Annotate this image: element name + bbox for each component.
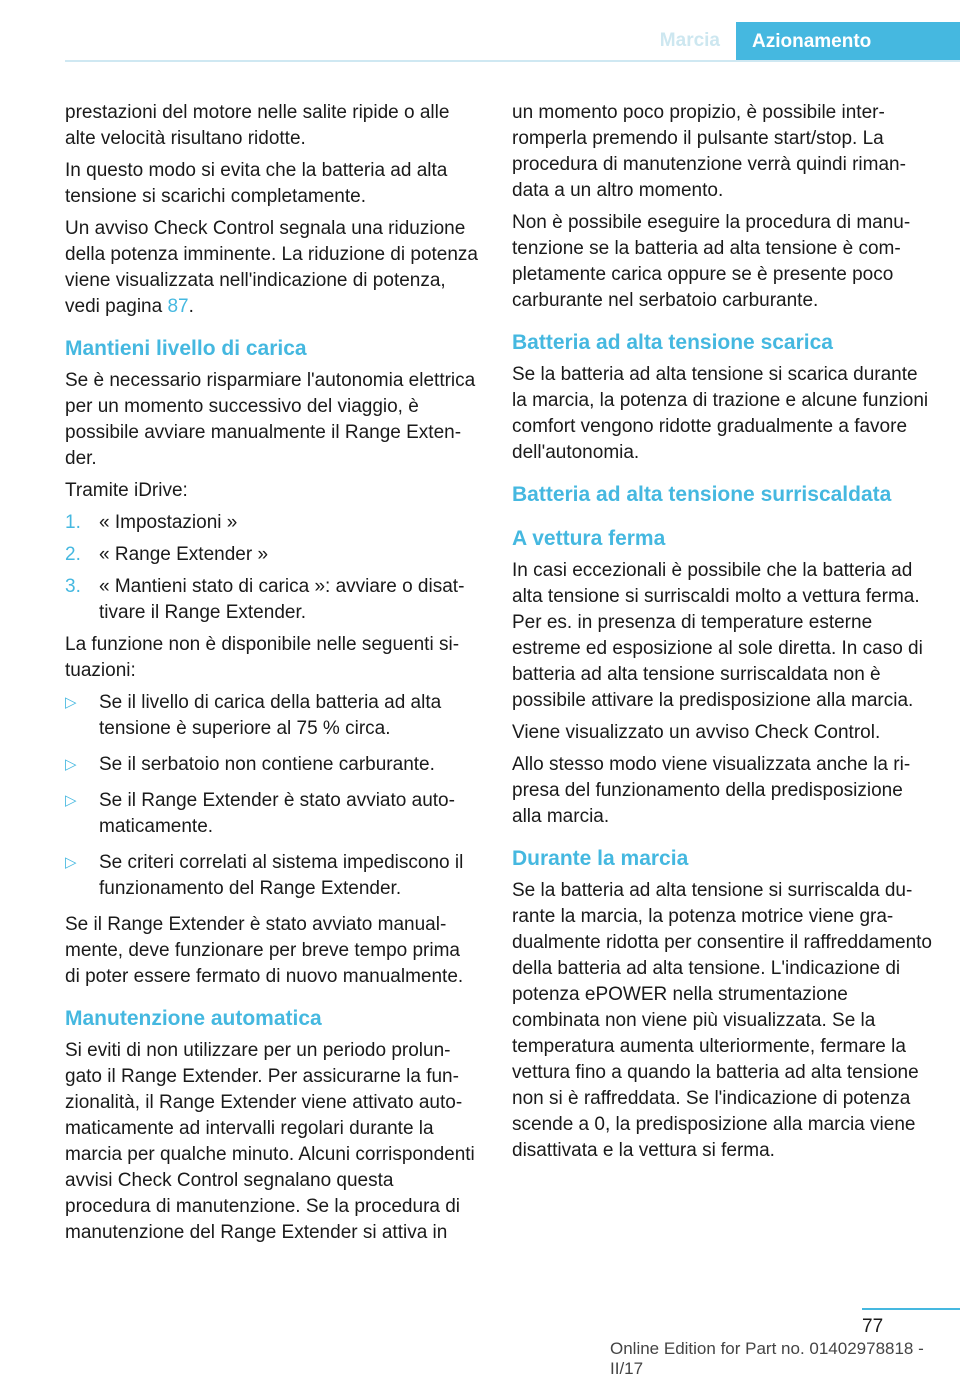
list-item-text: Se criteri correlati al sistema impediscono il funzionamento del Range Extender. — [99, 852, 464, 899]
step-text: « Range Extender » — [99, 544, 269, 565]
paragraph: un momento poco propizio, è possibile interromperla premendo il pulsante start/stop. La procedura di manutenzione verrà quindi rimandata a un altro momento. — [512, 102, 906, 201]
triangle-bullet-icon: ▷ — [65, 756, 77, 773]
triangle-bullet-icon: ▷ — [65, 694, 77, 711]
paragraph: Se il Range Extender è stato avviato manualmente, deve funzionare per breve tempo prima di poter essere fermato di nuovo manualmente. — [65, 914, 464, 987]
heading-batteria-surriscaldata: Batteria ad alta tensione surriscaldata — [512, 483, 892, 506]
paragraph-end: . — [188, 296, 194, 317]
page-reference-link[interactable]: 87 — [167, 296, 189, 317]
step-text: « Mantieni stato di carica »: avviare o disattivare il Range Extender. — [99, 576, 465, 623]
step-item — [65, 574, 480, 626]
step-number: 1. — [65, 512, 81, 533]
paragraph-text: Un avviso Check Control segnala una riduzione della potenza imminente. La riduzione di potenza viene visualizzata nell'indicazione di potenza, vedi pagina — [65, 218, 478, 317]
paragraph: La funzione non è disponibile nelle seguenti situazioni: — [65, 634, 460, 681]
step-number: 2. — [65, 544, 81, 565]
triangle-bullet-icon: ▷ — [65, 792, 77, 809]
paragraph: In questo modo si evita che la batteria ad alta tensione si scarichi completamente. — [65, 160, 448, 207]
list-item — [65, 850, 480, 902]
conditions-list — [65, 690, 480, 902]
left-column — [65, 100, 480, 1252]
list-item-text: Se il livello di carica della batteria ad alta tensione è superiore al 75 % circa. — [99, 692, 442, 739]
triangle-bullet-icon: ▷ — [65, 854, 77, 871]
paragraph: In casi eccezionali è possibile che la batteria ad alta tensione si surriscaldi molto a vettura ferma. Per es. in presenza di temperature esterne estreme ed esposizione al sole diretta. In caso di batteria ad alta tensione surriscaldata non è possibile attivare la predisposizione alla marcia. — [512, 560, 923, 711]
right-column — [512, 100, 932, 1170]
paragraph: Tramite iDrive: — [65, 480, 188, 501]
list-item — [65, 690, 480, 742]
heading-manutenzione: Manutenzione automatica — [65, 1007, 322, 1030]
list-item — [65, 752, 480, 778]
paragraph: Allo stesso modo viene visualizzata anche la ripresa del funzionamento della predisposizione alla marcia. — [512, 754, 911, 827]
paragraph: Viene visualizzato un avviso Check Control. — [512, 722, 881, 743]
list-item-text: Se il Range Extender è stato avviato automaticamente. — [99, 790, 455, 837]
header-chapter-tab: Azionamento — [736, 22, 960, 62]
step-item — [65, 542, 480, 568]
paragraph: Non è possibile eseguire la procedura di manutenzione se la batteria ad alta tensione è completamente carica oppure se è presente poco carburante nel serbatoio carburante. — [512, 212, 911, 311]
header-divider — [65, 60, 960, 62]
paragraph: Se la batteria ad alta tensione si scarica durante la marcia, la potenza di trazione e alcune funzioni comfort vengono ridotte gradualmente a favore dell'autonomia. — [512, 364, 929, 463]
list-item — [65, 788, 480, 840]
list-item-text: Se il serbatoio non contiene carburante. — [99, 754, 435, 775]
step-text: « Impostazioni » — [99, 512, 238, 533]
step-number: 3. — [65, 576, 81, 597]
heading-durante-marcia: Durante la marcia — [512, 847, 689, 870]
heading-vettura-ferma: A vettura ferma — [512, 527, 666, 550]
heading-mantieni-livello: Mantieni livello di carica — [65, 337, 307, 360]
paragraph — [65, 216, 480, 320]
paragraph: Se è necessario risparmiare l'autonomia elettrica per un momento successivo del viaggio, è possibile avviare manualmente il Range Extender. — [65, 370, 476, 469]
steps-list — [65, 510, 480, 626]
paragraph: prestazioni del motore nelle salite ripide o alle alte velocità risultano ridotte. — [65, 102, 450, 149]
footer-divider — [862, 1308, 960, 1310]
paragraph: Se la batteria ad alta tensione si surriscalda durante la marcia, la potenza motrice viene gradualmente ridotta per consentire il raffreddamento della batteria ad alta tensione. L'indicazione di potenza ePOWER nella strumentazione combinata non viene più visualizzata. Se la temperatura aumenta ulteriormente, fermare la vettura fino a quando la batteria ad alta tensione non si è raffreddata. Se l'indicazione di potenza scende a 0, la predisposizione alla marcia viene disattivata e la vettura si ferma. — [512, 880, 933, 1161]
page-number: 77 — [862, 1316, 884, 1337]
edition-footer: Online Edition for Part no. 01402978818 - II/17 — [610, 1339, 924, 1378]
header-section-label: Marcia — [659, 30, 720, 51]
paragraph: Si eviti di non utilizzare per un periodo prolungato il Range Extender. Per assicurarne la funzionalità, il Range Extender viene attivato automaticamente ad intervalli regolari durante la marcia per qualche minuto. Alcuni corrispondenti avvisi Check Control segnalano questa procedura di manutenzione. Se la procedura di manutenzione del Range Extender si attiva in — [65, 1040, 475, 1243]
heading-batteria-scarica: Batteria ad alta tensione scarica — [512, 331, 833, 354]
step-item — [65, 510, 480, 536]
